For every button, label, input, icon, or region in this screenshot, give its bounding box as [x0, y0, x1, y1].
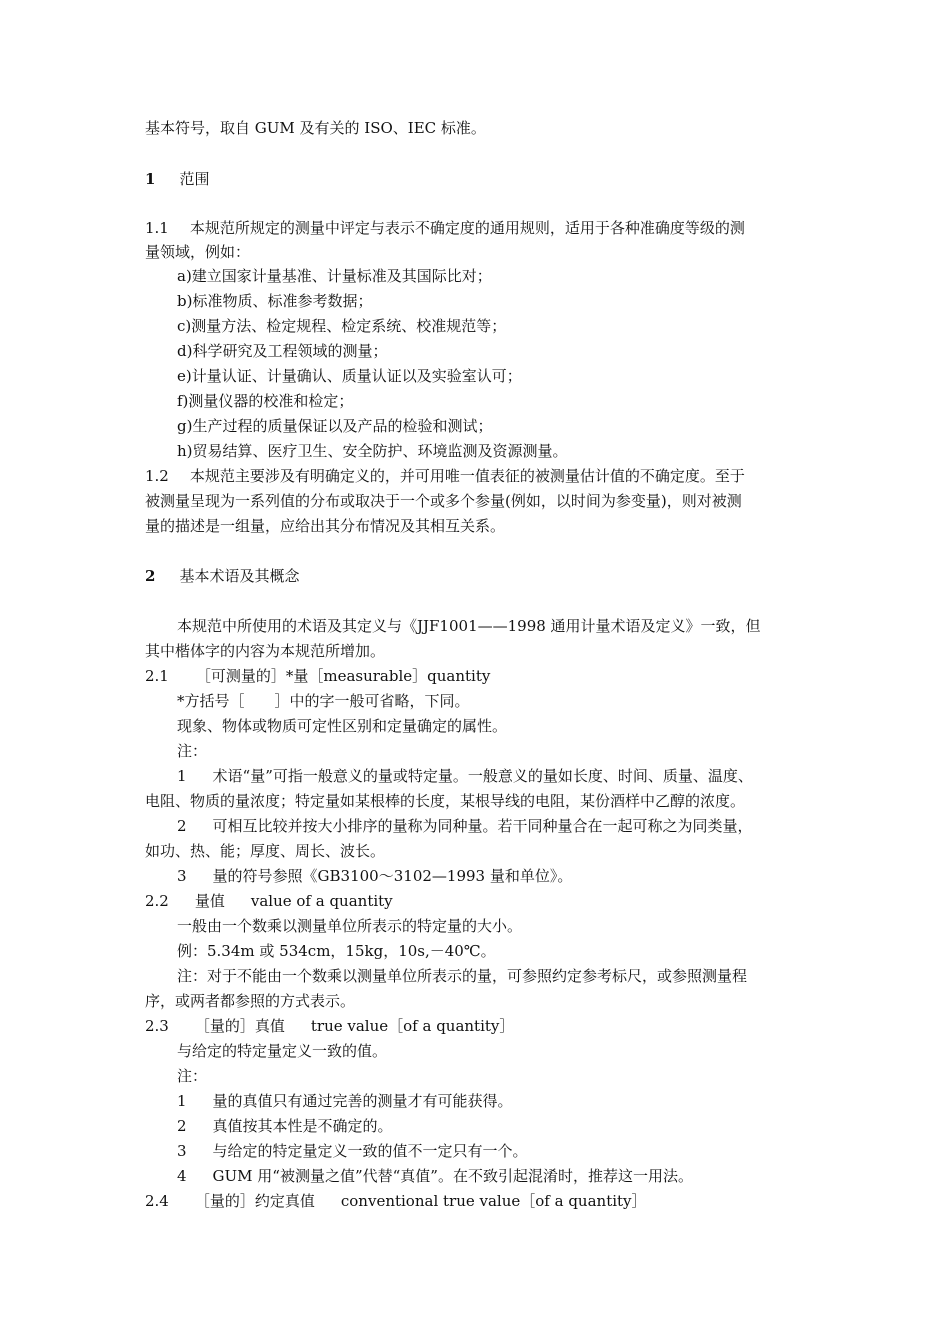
clause-2-3-title	[145, 1016, 514, 1036]
list-item: b)标准物质、标准参考数据；	[177, 292, 373, 310]
note-number: 3	[177, 867, 187, 885]
paragraph-text: 本规范所规定的测量中评定与表示不确定度的通用规则，适用于各种准确度等级的测	[189, 219, 745, 237]
note-number: 4	[177, 1167, 187, 1185]
clause-1-2-line1	[145, 466, 745, 486]
section-2-heading	[145, 566, 299, 586]
note-text: 量的符号参照《GB3100～3102—1993 量和单位》。	[212, 867, 573, 885]
note-text: 序，或两者都参照的方式表示。	[145, 992, 356, 1010]
term-title-cn: 量值	[194, 892, 225, 910]
clause-number: 2.3	[145, 1017, 169, 1035]
example-text: 例：5.34m 或 534cm，15kg，10s,－40℃。	[177, 942, 496, 960]
definition-text: 与给定的特定量定义一致的值。	[177, 1042, 388, 1060]
paragraph-text: 量领域，例如：	[145, 243, 251, 261]
note-number: 1	[177, 767, 187, 785]
clause-number: 1.2	[145, 467, 169, 485]
note-number: 1	[177, 1092, 187, 1110]
paragraph-text: 本规范中所使用的术语及其定义与《JJF1001——1998 通用计量术语及定义》一致，但	[177, 617, 761, 635]
note-text: 如功、热、能；厚度、周长、波长。	[145, 842, 386, 860]
note-label: 注：	[177, 1067, 208, 1085]
list-item: c)测量方法、检定规程、检定系统、校准规范等；	[177, 317, 507, 335]
note-text: 电阻、物质的量浓度；特定量如某根棒的长度，某根导线的电阻，某份酒样中乙醇的浓度。	[145, 792, 746, 810]
list-item: e)计量认证、计量确认、质量认证以及实验室认可；	[177, 367, 522, 385]
note-text: 量的真值只有通过完善的测量才有可能获得。	[212, 1092, 513, 1110]
section-number: 1	[145, 170, 156, 188]
clause-number: 2.2	[145, 892, 169, 910]
note-item	[177, 1091, 513, 1111]
definition-text: 现象、物体或物质可定性区别和定量确定的属性。	[177, 717, 508, 735]
term-title-cn: ［量的］约定真值	[194, 1192, 315, 1210]
definition-text: 一般由一个数乘以测量单位所表示的特定量的大小。	[177, 917, 523, 935]
section-1-heading	[145, 169, 209, 189]
note-item	[177, 1116, 393, 1136]
note-text: GUM 用“被测量之值”代替“真值”。在不致引起混淆时，推荐这一用法。	[212, 1167, 693, 1185]
clause-2-1-title	[145, 666, 490, 686]
intro-line: 基本符号，取自 GUM 及有关的 ISO、IEC 标准。	[145, 119, 486, 137]
note-number: 2	[177, 817, 187, 835]
note-text: 注：对于不能由一个数乘以测量单位所表示的量，可参照约定参考标尺，或参照测量程	[177, 967, 748, 985]
term-title: ［可测量的］*量［measurable］quantity	[195, 667, 491, 685]
paragraph-text: 其中楷体字的内容为本规范所增加。	[145, 642, 386, 660]
note-text: 术语“量”可指一般意义的量或特定量。一般意义的量如长度、时间、质量、温度、	[212, 767, 753, 785]
term-title-en: true value［of a quantity］	[310, 1017, 515, 1035]
clause-2-4-title	[145, 1191, 647, 1211]
term-title-en: value of a quantity	[250, 892, 393, 910]
note-item	[177, 1141, 528, 1161]
list-item: d)科学研究及工程领域的测量；	[177, 342, 388, 360]
note-item	[177, 766, 753, 786]
note-text: 真值按其本性是不确定的。	[212, 1117, 393, 1135]
note-number: 2	[177, 1117, 187, 1135]
section-number: 2	[145, 567, 156, 585]
clause-1-1-line1	[145, 218, 745, 238]
term-title-cn: ［量的］真值	[194, 1017, 285, 1035]
paragraph-text: 量的描述是一组量，应给出其分布情况及其相互关系。	[145, 517, 506, 535]
clause-number: 2.1	[145, 667, 169, 685]
note-label: 注：	[177, 742, 208, 760]
section-title: 基本术语及其概念	[179, 567, 300, 585]
note-text: *方括号［ ］中的字一般可省略，下同。	[177, 692, 470, 710]
paragraph-text: 本规范主要涉及有明确定义的，并可用唯一值表征的被测量估计值的不确定度。至于	[189, 467, 745, 485]
clause-number: 1.1	[145, 219, 169, 237]
list-item: h)贸易结算、医疗卫生、安全防护、环境监测及资源测量。	[177, 442, 568, 460]
note-text: 与给定的特定量定义一致的值不一定只有一个。	[212, 1142, 528, 1160]
clause-number: 2.4	[145, 1192, 169, 1210]
list-item: f)测量仪器的校准和检定；	[177, 392, 354, 410]
note-item	[177, 1166, 693, 1186]
section-title: 范围	[179, 170, 210, 188]
list-item: a)建立国家计量基准、计量标准及其国际比对；	[177, 267, 492, 285]
note-text: 可相互比较并按大小排序的量称为同种量。若干同种量合在一起可称之为同类量，	[212, 817, 753, 835]
note-item	[177, 816, 753, 836]
term-title-en: conventional true value［of a quantity］	[340, 1192, 647, 1210]
paragraph-text: 被测量呈现为一系列值的分布或取决于一个或多个参量(例如，以时间为参变量)，则对被测	[145, 492, 742, 510]
clause-2-2-title	[145, 891, 393, 911]
note-item	[177, 866, 572, 886]
list-item: g)生产过程的质量保证以及产品的检验和测试；	[177, 417, 493, 435]
note-number: 3	[177, 1142, 187, 1160]
